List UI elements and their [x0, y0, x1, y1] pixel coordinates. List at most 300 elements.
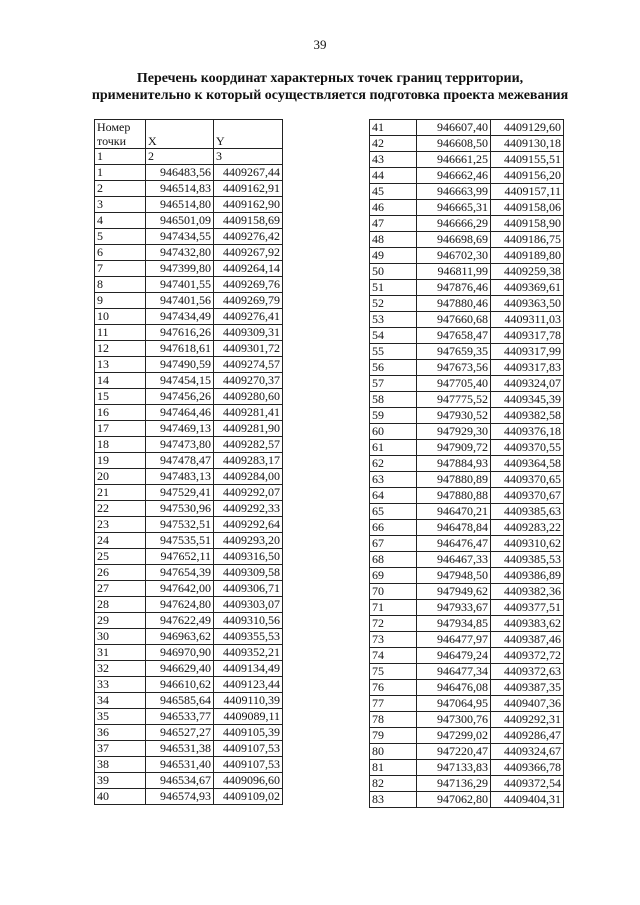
y-coordinate-cell: 4409189,80: [491, 248, 564, 264]
x-coordinate-cell: 947660,68: [417, 312, 491, 328]
x-coordinate-cell: 947673,56: [417, 360, 491, 376]
table-row: [95, 181, 283, 197]
table-row: [370, 392, 564, 408]
point-number-cell: 9: [95, 293, 146, 309]
header-y: Y: [214, 120, 283, 149]
header-point-number: [95, 120, 146, 149]
table-row: [95, 165, 283, 181]
table-row: [370, 376, 564, 392]
point-number-cell: 80: [370, 744, 417, 760]
table-row: [95, 325, 283, 341]
point-number-cell: 57: [370, 376, 417, 392]
x-coordinate-cell: 947434,49: [146, 309, 214, 325]
table-row: [95, 693, 283, 709]
table-row: [370, 584, 564, 600]
y-coordinate-cell: 4409292,64: [214, 517, 283, 533]
x-coordinate-cell: 947133,83: [417, 760, 491, 776]
y-coordinate-cell: 4409267,44: [214, 165, 283, 181]
point-number-cell: 56: [370, 360, 417, 376]
y-coordinate-cell: 4409383,62: [491, 616, 564, 632]
x-coordinate-cell: 946479,24: [417, 648, 491, 664]
x-coordinate-cell: 947432,80: [146, 245, 214, 261]
point-number-cell: 29: [95, 613, 146, 629]
y-coordinate-cell: 4409156,20: [491, 168, 564, 184]
x-coordinate-cell: 947530,96: [146, 501, 214, 517]
point-number-cell: 47: [370, 216, 417, 232]
table-row: [370, 488, 564, 504]
y-coordinate-cell: 4409130,18: [491, 136, 564, 152]
table-row: [370, 344, 564, 360]
y-coordinate-cell: 4409385,63: [491, 504, 564, 520]
table-row: [95, 197, 283, 213]
y-coordinate-cell: 4409157,11: [491, 184, 564, 200]
table-row: [370, 360, 564, 376]
table-row: [370, 760, 564, 776]
x-coordinate-cell: 947136,29: [417, 776, 491, 792]
table-row: [370, 552, 564, 568]
table-row: [370, 696, 564, 712]
table-row: [95, 261, 283, 277]
y-coordinate-cell: 4409286,47: [491, 728, 564, 744]
y-coordinate-cell: 4409310,62: [491, 536, 564, 552]
document-title: [40, 70, 620, 104]
point-number-cell: 75: [370, 664, 417, 680]
title-line-2: применительно к который осуществляется подготовка проекта межевания: [91, 88, 569, 103]
table-row: [95, 453, 283, 469]
y-coordinate-cell: 4409372,63: [491, 664, 564, 680]
y-coordinate-cell: 4409355,53: [214, 629, 283, 645]
x-coordinate-cell: 947618,61: [146, 341, 214, 357]
y-coordinate-cell: 4409376,18: [491, 424, 564, 440]
point-number-cell: 72: [370, 616, 417, 632]
point-number-cell: 8: [95, 277, 146, 293]
y-coordinate-cell: 4409107,53: [214, 741, 283, 757]
y-coordinate-cell: 4409282,57: [214, 437, 283, 453]
point-number-cell: 81: [370, 760, 417, 776]
header-x: X: [146, 120, 214, 149]
point-number-cell: 69: [370, 568, 417, 584]
point-number-cell: 71: [370, 600, 417, 616]
table-row: [370, 248, 564, 264]
y-coordinate-cell: 4409404,31: [491, 792, 564, 808]
y-coordinate-cell: 4409310,56: [214, 613, 283, 629]
point-number-cell: 27: [95, 581, 146, 597]
y-coordinate-cell: 4409372,54: [491, 776, 564, 792]
x-coordinate-cell: 946531,38: [146, 741, 214, 757]
point-number-cell: 58: [370, 392, 417, 408]
point-number-cell: 32: [95, 661, 146, 677]
x-coordinate-cell: 947949,62: [417, 584, 491, 600]
point-number-cell: 45: [370, 184, 417, 200]
point-number-cell: 76: [370, 680, 417, 696]
table-row: [370, 728, 564, 744]
table-row: [95, 725, 283, 741]
table-row: [95, 597, 283, 613]
table-row: [370, 456, 564, 472]
x-coordinate-cell: 946610,62: [146, 677, 214, 693]
y-coordinate-cell: 4409292,07: [214, 485, 283, 501]
table-row: [370, 408, 564, 424]
table-row: [95, 389, 283, 405]
table-row: [370, 648, 564, 664]
y-coordinate-cell: 4409306,71: [214, 581, 283, 597]
y-coordinate-cell: 4409270,37: [214, 373, 283, 389]
table-row: [370, 504, 564, 520]
y-coordinate-cell: 4409370,67: [491, 488, 564, 504]
x-coordinate-cell: 947884,93: [417, 456, 491, 472]
y-coordinate-cell: 4409407,36: [491, 696, 564, 712]
x-coordinate-cell: 946663,99: [417, 184, 491, 200]
x-coordinate-cell: 947490,59: [146, 357, 214, 373]
x-coordinate-cell: 946970,90: [146, 645, 214, 661]
x-coordinate-cell: 947434,55: [146, 229, 214, 245]
point-number-cell: 34: [95, 693, 146, 709]
x-coordinate-cell: 947933,67: [417, 600, 491, 616]
y-coordinate-cell: 4409123,44: [214, 677, 283, 693]
x-coordinate-cell: 946514,83: [146, 181, 214, 197]
y-coordinate-cell: 4409363,50: [491, 296, 564, 312]
point-number-cell: 70: [370, 584, 417, 600]
x-coordinate-cell: 946665,31: [417, 200, 491, 216]
point-number-cell: 41: [370, 120, 417, 136]
x-coordinate-cell: 947659,35: [417, 344, 491, 360]
x-coordinate-cell: 946477,34: [417, 664, 491, 680]
point-number-cell: 39: [95, 773, 146, 789]
table-row: [95, 485, 283, 501]
x-coordinate-cell: 947622,49: [146, 613, 214, 629]
table-row: [370, 280, 564, 296]
y-coordinate-cell: 4409155,51: [491, 152, 564, 168]
x-coordinate-cell: 947658,47: [417, 328, 491, 344]
y-coordinate-cell: 4409387,35: [491, 680, 564, 696]
x-coordinate-cell: 946501,09: [146, 213, 214, 229]
y-coordinate-cell: 4409370,65: [491, 472, 564, 488]
x-coordinate-cell: 946527,27: [146, 725, 214, 741]
x-coordinate-cell: 947532,51: [146, 517, 214, 533]
y-coordinate-cell: 4409162,90: [214, 197, 283, 213]
table-row: [95, 661, 283, 677]
table-row: [370, 680, 564, 696]
table-row: [370, 536, 564, 552]
point-number-cell: 37: [95, 741, 146, 757]
table-row: [370, 472, 564, 488]
point-number-cell: 25: [95, 549, 146, 565]
y-coordinate-cell: 4409372,72: [491, 648, 564, 664]
y-coordinate-cell: 4409158,06: [491, 200, 564, 216]
x-coordinate-cell: 946514,80: [146, 197, 214, 213]
point-number-cell: 77: [370, 696, 417, 712]
table-row: [370, 232, 564, 248]
table-row: [370, 744, 564, 760]
y-coordinate-cell: 4409096,60: [214, 773, 283, 789]
table-row: [95, 501, 283, 517]
point-number-cell: 24: [95, 533, 146, 549]
table-row: [95, 645, 283, 661]
x-coordinate-cell: 947399,80: [146, 261, 214, 277]
table-row: [95, 309, 283, 325]
x-coordinate-cell: 947929,30: [417, 424, 491, 440]
table-row: [370, 312, 564, 328]
title-line-1: Перечень координат характерных точек границ территории,: [136, 71, 524, 86]
table-row: [95, 789, 283, 805]
point-number-cell: 38: [95, 757, 146, 773]
table-row: [370, 216, 564, 232]
table-row: [95, 469, 283, 485]
table-row: [370, 776, 564, 792]
y-coordinate-cell: 4409366,78: [491, 760, 564, 776]
y-coordinate-cell: 4409089,11: [214, 709, 283, 725]
point-number-cell: 83: [370, 792, 417, 808]
x-coordinate-cell: 947930,52: [417, 408, 491, 424]
x-coordinate-cell: 947473,80: [146, 437, 214, 453]
point-number-cell: 74: [370, 648, 417, 664]
table-row: [370, 568, 564, 584]
x-coordinate-cell: 946478,84: [417, 520, 491, 536]
table-header-row: [95, 120, 283, 149]
x-coordinate-cell: 947483,13: [146, 469, 214, 485]
y-coordinate-cell: 4409387,46: [491, 632, 564, 648]
x-coordinate-cell: 946533,77: [146, 709, 214, 725]
table-row: [95, 245, 283, 261]
y-coordinate-cell: 4409385,53: [491, 552, 564, 568]
x-coordinate-cell: 947456,26: [146, 389, 214, 405]
x-coordinate-cell: 947529,41: [146, 485, 214, 501]
y-coordinate-cell: 4409284,00: [214, 469, 283, 485]
table-row: [370, 616, 564, 632]
table-row: [95, 581, 283, 597]
x-coordinate-cell: 946574,93: [146, 789, 214, 805]
x-coordinate-cell: 946608,50: [417, 136, 491, 152]
x-coordinate-cell: 946476,08: [417, 680, 491, 696]
x-coordinate-cell: 947876,46: [417, 280, 491, 296]
table-row: [95, 533, 283, 549]
point-number-cell: 20: [95, 469, 146, 485]
y-coordinate-cell: 4409274,57: [214, 357, 283, 373]
x-coordinate-cell: 946702,30: [417, 248, 491, 264]
x-coordinate-cell: 946467,33: [417, 552, 491, 568]
table-row: [370, 296, 564, 312]
point-number-cell: 82: [370, 776, 417, 792]
x-coordinate-cell: 946666,29: [417, 216, 491, 232]
x-coordinate-cell: 946662,46: [417, 168, 491, 184]
table-row: [95, 757, 283, 773]
coordinates-table-left: [94, 119, 283, 805]
x-coordinate-cell: 947464,46: [146, 405, 214, 421]
x-coordinate-cell: 947300,76: [417, 712, 491, 728]
point-number-cell: 10: [95, 309, 146, 325]
table-row: [370, 264, 564, 280]
point-number-cell: 64: [370, 488, 417, 504]
x-coordinate-cell: 947880,46: [417, 296, 491, 312]
y-coordinate-cell: 4409317,83: [491, 360, 564, 376]
point-number-cell: 66: [370, 520, 417, 536]
point-number-cell: 52: [370, 296, 417, 312]
table-row: [370, 424, 564, 440]
point-number-cell: 23: [95, 517, 146, 533]
x-coordinate-cell: 947401,55: [146, 277, 214, 293]
point-number-cell: 53: [370, 312, 417, 328]
x-coordinate-cell: 947624,80: [146, 597, 214, 613]
point-number-cell: 63: [370, 472, 417, 488]
y-coordinate-cell: 4409158,69: [214, 213, 283, 229]
table-row: [95, 229, 283, 245]
x-coordinate-cell: 947616,26: [146, 325, 214, 341]
y-coordinate-cell: 4409162,91: [214, 181, 283, 197]
point-number-cell: 4: [95, 213, 146, 229]
x-coordinate-cell: 947880,89: [417, 472, 491, 488]
point-number-cell: 31: [95, 645, 146, 661]
table-row: [95, 405, 283, 421]
y-coordinate-cell: 4409105,39: [214, 725, 283, 741]
point-number-cell: 7: [95, 261, 146, 277]
y-coordinate-cell: 4409311,03: [491, 312, 564, 328]
point-number-cell: 2: [95, 181, 146, 197]
y-coordinate-cell: 4409352,21: [214, 645, 283, 661]
point-number-cell: 59: [370, 408, 417, 424]
point-number-cell: 50: [370, 264, 417, 280]
point-number-cell: 17: [95, 421, 146, 437]
coordinates-table-right: [369, 119, 564, 808]
point-number-cell: 48: [370, 232, 417, 248]
x-coordinate-cell: 947880,88: [417, 488, 491, 504]
point-number-cell: 6: [95, 245, 146, 261]
x-coordinate-cell: 947469,13: [146, 421, 214, 437]
y-coordinate-cell: 4409292,31: [491, 712, 564, 728]
y-coordinate-cell: 4409369,61: [491, 280, 564, 296]
x-coordinate-cell: 947654,39: [146, 565, 214, 581]
x-coordinate-cell: 946534,67: [146, 773, 214, 789]
table-row: [95, 677, 283, 693]
page-number: 39: [313, 37, 327, 52]
y-coordinate-cell: 4409158,90: [491, 216, 564, 232]
x-coordinate-cell: 947535,51: [146, 533, 214, 549]
table-row: [95, 341, 283, 357]
y-coordinate-cell: 4409283,22: [491, 520, 564, 536]
header-point-number-line2: точки: [97, 134, 127, 148]
table-row: [95, 421, 283, 437]
point-number-cell: 33: [95, 677, 146, 693]
table-row: [95, 437, 283, 453]
x-coordinate-cell: 947064,95: [417, 696, 491, 712]
x-coordinate-cell: 946531,40: [146, 757, 214, 773]
point-number-cell: 73: [370, 632, 417, 648]
point-number-cell: 19: [95, 453, 146, 469]
y-coordinate-cell: 4409269,76: [214, 277, 283, 293]
point-number-cell: 21: [95, 485, 146, 501]
y-coordinate-cell: 4409281,41: [214, 405, 283, 421]
table-row: [95, 613, 283, 629]
y-coordinate-cell: 4409317,99: [491, 344, 564, 360]
x-coordinate-cell: 947220,47: [417, 744, 491, 760]
table-row: [95, 709, 283, 725]
table-row: [95, 277, 283, 293]
header-point-number-line1: Номер: [97, 120, 131, 134]
point-number-cell: 61: [370, 440, 417, 456]
index-cell-2: 2: [146, 149, 214, 165]
y-coordinate-cell: 4409129,60: [491, 120, 564, 136]
y-coordinate-cell: 4409109,02: [214, 789, 283, 805]
point-number-cell: 5: [95, 229, 146, 245]
x-coordinate-cell: 946585,64: [146, 693, 214, 709]
table-row: [370, 712, 564, 728]
y-coordinate-cell: 4409303,07: [214, 597, 283, 613]
table-row: [370, 136, 564, 152]
y-coordinate-cell: 4409134,49: [214, 661, 283, 677]
point-number-cell: 79: [370, 728, 417, 744]
point-number-cell: 46: [370, 200, 417, 216]
point-number-cell: 16: [95, 405, 146, 421]
y-coordinate-cell: 4409269,79: [214, 293, 283, 309]
point-number-cell: 55: [370, 344, 417, 360]
point-number-cell: 60: [370, 424, 417, 440]
point-number-cell: 1: [95, 165, 146, 181]
point-number-cell: 44: [370, 168, 417, 184]
x-coordinate-cell: 946483,56: [146, 165, 214, 181]
table-row: [370, 184, 564, 200]
x-coordinate-cell: 946607,40: [417, 120, 491, 136]
x-coordinate-cell: 947299,02: [417, 728, 491, 744]
point-number-cell: 28: [95, 597, 146, 613]
y-coordinate-cell: 4409293,20: [214, 533, 283, 549]
index-cell-3: 3: [214, 149, 283, 165]
point-number-cell: 67: [370, 536, 417, 552]
x-coordinate-cell: 946477,97: [417, 632, 491, 648]
y-coordinate-cell: 4409301,72: [214, 341, 283, 357]
y-coordinate-cell: 4409110,39: [214, 693, 283, 709]
point-number-cell: 12: [95, 341, 146, 357]
y-coordinate-cell: 4409280,60: [214, 389, 283, 405]
table-row: [370, 152, 564, 168]
point-number-cell: 42: [370, 136, 417, 152]
point-number-cell: 3: [95, 197, 146, 213]
y-coordinate-cell: 4409317,78: [491, 328, 564, 344]
point-number-cell: 40: [95, 789, 146, 805]
y-coordinate-cell: 4409386,89: [491, 568, 564, 584]
point-number-cell: 49: [370, 248, 417, 264]
point-number-cell: 13: [95, 357, 146, 373]
y-coordinate-cell: 4409276,41: [214, 309, 283, 325]
point-number-cell: 15: [95, 389, 146, 405]
table-row: [95, 517, 283, 533]
table-row: [95, 741, 283, 757]
y-coordinate-cell: 4409316,50: [214, 549, 283, 565]
y-coordinate-cell: 4409281,90: [214, 421, 283, 437]
y-coordinate-cell: 4409382,36: [491, 584, 564, 600]
x-coordinate-cell: 947909,72: [417, 440, 491, 456]
table-row: [95, 565, 283, 581]
table-row: [370, 120, 564, 136]
point-number-cell: 22: [95, 501, 146, 517]
x-coordinate-cell: 946661,25: [417, 152, 491, 168]
x-coordinate-cell: 946470,21: [417, 504, 491, 520]
table-row: [370, 440, 564, 456]
x-coordinate-cell: 946629,40: [146, 661, 214, 677]
table-row: [95, 213, 283, 229]
x-coordinate-cell: 946698,69: [417, 232, 491, 248]
x-coordinate-cell: 947062,80: [417, 792, 491, 808]
point-number-cell: 36: [95, 725, 146, 741]
y-coordinate-cell: 4409276,42: [214, 229, 283, 245]
table-row: [95, 629, 283, 645]
table-row: [370, 328, 564, 344]
point-number-cell: 14: [95, 373, 146, 389]
x-coordinate-cell: 946963,62: [146, 629, 214, 645]
y-coordinate-cell: 4409309,58: [214, 565, 283, 581]
point-number-cell: 18: [95, 437, 146, 453]
table-row: [370, 168, 564, 184]
x-coordinate-cell: 947401,56: [146, 293, 214, 309]
table-row: [95, 773, 283, 789]
